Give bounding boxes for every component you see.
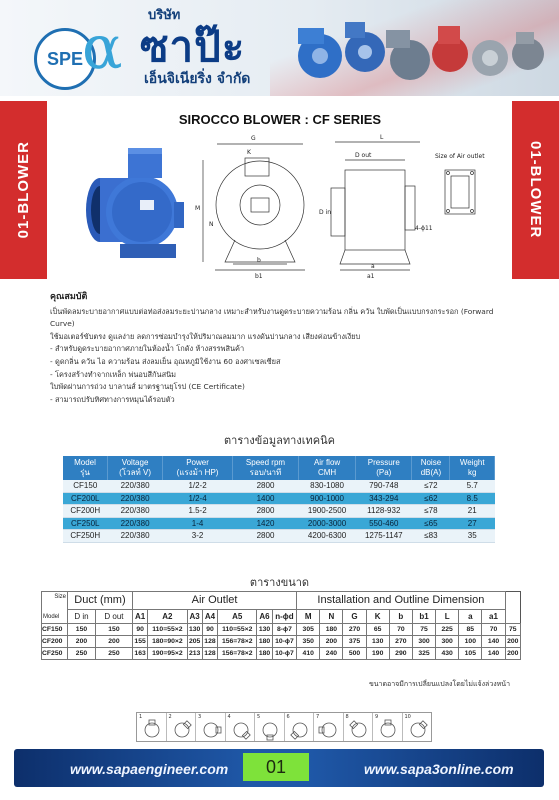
dim-cell: 270 (389, 636, 412, 648)
dim-col-header: b1 (412, 610, 435, 624)
spec-cell: 550-460 (356, 517, 412, 530)
orientation-number: 1 (139, 714, 143, 720)
features-heading: คุณสมบัติ (50, 292, 88, 302)
spec-cell: 27 (450, 517, 495, 530)
page-number: 01 (243, 753, 309, 781)
dim-cell: 200 (505, 648, 520, 660)
spec-cell: 35 (450, 530, 495, 543)
spec-cell: 1/2-2 (163, 480, 233, 492)
dim-m-label: M (195, 205, 201, 212)
dim-col-header: K (366, 610, 389, 624)
product-title: SIROCCO BLOWER : CF SERIES (178, 112, 382, 127)
dim-cell: 156=78×2 (218, 648, 257, 660)
spec-cell: 343-294 (356, 492, 412, 505)
spec-cell: 2800 (233, 480, 299, 492)
orientation-cell (137, 713, 167, 741)
company-prefix: บริษัท (148, 8, 181, 23)
orientation-number: 3 (198, 714, 202, 720)
feature-line: ใช้มอเตอร์ขับตรง ดูแลง่าย ลดการซ่อมบำรุงให้ปริมาณลมมาก แรงดันปานกลาง เสียงค่อนข้างเงียบ (50, 331, 361, 341)
spec-cell: CF200H (63, 505, 108, 518)
header-blower-1-icon (298, 28, 342, 78)
spec-header-pressure: Pressure (Pa) (356, 456, 412, 480)
dim-col-header: N (320, 610, 343, 624)
orientation-cell (344, 713, 374, 741)
spec-cell: 2000-3000 (298, 517, 355, 530)
dim-col-header: M (297, 610, 320, 624)
dim-cell: 180 (257, 648, 272, 660)
orientation-number: 10 (404, 714, 411, 720)
spec-cell: ≤72 (412, 480, 450, 492)
dim-cell: 300 (412, 636, 435, 648)
side-label-left: 01-BLOWER (0, 101, 47, 279)
spec-cell: 220/380 (108, 480, 163, 492)
dim-cell: CF150 (42, 624, 68, 636)
orientation-icon (286, 716, 314, 742)
dim-cell: 10-ϕ7 (272, 648, 296, 660)
company-suffix: เอ็นจิเนียริ่ง จำกัด (144, 71, 251, 87)
dim-cell: 205 (187, 636, 202, 648)
orientation-icon (256, 716, 284, 742)
dim-cell: 105 (459, 648, 482, 660)
dim-cell: 163 (132, 648, 147, 660)
feature-line: - โครงสร้างทำจากเหล็ก พ่นอบสีกันสนิม (50, 369, 177, 379)
header-blower-4-icon (432, 26, 468, 72)
dim-cell: 200 (68, 636, 96, 648)
spec-table-title: ตารางข้อมูลทางเทคนิค (224, 434, 335, 447)
spec-cell: 220/380 (108, 505, 163, 518)
dim-cell: 150 (68, 624, 96, 636)
dim-g-label: G (251, 135, 256, 142)
dim-cell: 140 (482, 636, 505, 648)
dim-col-header: a1 (482, 610, 505, 624)
air-outlet-header: Air Outlet (132, 592, 296, 610)
dim-col-header: a (459, 610, 482, 624)
orientation-icon (374, 716, 402, 742)
dim-n-label: N (209, 221, 214, 228)
dim-cell: 350 (297, 636, 320, 648)
dim-cell: 130 (366, 636, 389, 648)
spec-cell: 220/380 (108, 530, 163, 543)
dim-cell: 130 (257, 624, 272, 636)
dim-cell: 180=90×2 (148, 636, 187, 648)
dim-col-header: D in (68, 610, 96, 624)
product-photo (80, 140, 190, 270)
spec-cell: ≤78 (412, 505, 450, 518)
dimension-note: ขนาดอาจมีการเปลี่ยนแปลงโดยไม่แจ้งล่วงหน้า (368, 680, 510, 688)
footer-url-right[interactable]: www.sapa3online.com (364, 761, 514, 777)
spec-row (63, 517, 495, 530)
dim-cell: 190 (366, 648, 389, 660)
side-label-right: 01-BLOWER (512, 101, 559, 279)
dim-a1-label: a1 (367, 273, 375, 280)
header-blower-5-icon (472, 40, 508, 76)
holes-label: 4-ϕ11 (415, 225, 433, 232)
size-model-corner: Size Model (42, 592, 68, 624)
spec-header-voltage: Voltage (โวลท์ V) (108, 456, 163, 480)
orientation-number: 9 (375, 714, 379, 720)
spec-cell: 4200-6300 (298, 530, 355, 543)
dimension-table (41, 591, 521, 660)
dim-col-header: D out (95, 610, 132, 624)
dim-din-label: D in (319, 209, 331, 216)
dim-cell: 180 (257, 636, 272, 648)
header-blower-2-icon (345, 22, 385, 72)
orientation-cell (373, 713, 403, 741)
spec-row (63, 480, 495, 492)
orientation-icon (404, 716, 432, 742)
dim-cell: 200 (505, 636, 520, 648)
dim-cell: 300 (436, 636, 459, 648)
orientation-cell (403, 713, 432, 741)
dim-cell: 290 (389, 648, 412, 660)
dim-table-title: ตารางขนาด (249, 576, 310, 589)
spec-cell: 830-1080 (298, 480, 355, 492)
dim-cell: 150 (95, 624, 132, 636)
spec-cell: 220/380 (108, 492, 163, 505)
dim-cell: 250 (95, 648, 132, 660)
orientation-cell (285, 713, 315, 741)
dim-cell: CF250 (42, 648, 68, 660)
spec-cell: 3-2 (163, 530, 233, 543)
spec-cell: 790-748 (356, 480, 412, 492)
dim-cell: 250 (68, 648, 96, 660)
dim-cell: 213 (187, 648, 202, 660)
spec-cell: 1128-932 (356, 505, 412, 518)
orientation-icon (315, 716, 343, 742)
header-banner (0, 0, 559, 96)
dim-col-header: A2 (148, 610, 187, 624)
spec-cell: 900-1000 (298, 492, 355, 505)
dim-cell: 70 (389, 624, 412, 636)
dim-cell: 200 (320, 636, 343, 648)
spec-row (63, 492, 495, 505)
dim-a-label: a (371, 263, 375, 270)
feature-line: - สามารถปรับทิศทางการหมุนได้รอบตัว (50, 394, 175, 404)
spec-header-airflow: Air flow CMH (298, 456, 355, 480)
dim-cell: 500 (343, 648, 366, 660)
feature-line: - ดูดกลิ่น ควัน ไอ ความร้อน ส่งลมเย็น อุณหภูมิใช้งาน 60 องศาเซลเซียส (50, 356, 281, 366)
spec-cell: 220/380 (108, 517, 163, 530)
dim-row (42, 648, 521, 660)
technical-drawing (195, 130, 495, 280)
dim-cell: 375 (343, 636, 366, 648)
dim-cell: 65 (366, 624, 389, 636)
company-name: ซาป๊ะ (140, 22, 246, 71)
dim-cell: 110=55×2 (148, 624, 187, 636)
spec-cell: ≤83 (412, 530, 450, 543)
dim-cell: 90 (132, 624, 147, 636)
spec-row (63, 505, 495, 518)
orientation-strip (136, 712, 432, 742)
spec-cell: 8.5 (450, 492, 495, 505)
dim-cell: 155 (132, 636, 147, 648)
spec-header-weight: Weight kg (450, 456, 495, 480)
dim-cell: 90 (202, 624, 217, 636)
feature-line: - สำหรับดูดระบายอากาศภายในห้องน้ำ โกดัง ห้างสรรพสินค้า (50, 344, 245, 354)
dim-col-header: G (343, 610, 366, 624)
feature-line: เป็นพัดลมระบายอากาศแบบต่อท่อส่งลมระยะปานกลาง เหมาะสำหรับงานดูดระบายความร้อน กลิ่น ควัน ใบพัดเป็นแบบกรงกระรอก (Forward Curve) (50, 306, 494, 329)
spec-cell: ≤62 (412, 492, 450, 505)
spec-header-speed: Speed rpm รอบ/นาที (233, 456, 299, 480)
orientation-icon (168, 716, 196, 742)
spec-cell: 2800 (233, 530, 299, 543)
dim-cell: 156=78×2 (218, 636, 257, 648)
dim-b1-label: b1 (255, 273, 263, 280)
spec-header-noise: Noise dB(A) (412, 456, 450, 480)
spec-cell: 1275-1147 (356, 530, 412, 543)
dim-col-header: A5 (218, 610, 257, 624)
dim-col-header: b (389, 610, 412, 624)
dim-cell: 10-ϕ7 (272, 636, 296, 648)
orientation-cell (226, 713, 256, 741)
orientation-icon (138, 716, 166, 742)
orientation-cell (196, 713, 226, 741)
spec-cell: 1-4 (163, 517, 233, 530)
orientation-number: 7 (316, 714, 320, 720)
dim-col-header: n-ϕd (272, 610, 296, 624)
features-section (50, 291, 520, 406)
spec-table (63, 456, 495, 543)
orientation-icon (197, 716, 225, 742)
footer-url-left[interactable]: www.sapaengineer.com (70, 761, 229, 777)
dim-l-label: L (380, 134, 384, 141)
dim-b-label: b (257, 257, 261, 264)
spec-cell: 1420 (233, 517, 299, 530)
duct-header: Duct (mm) (68, 592, 133, 610)
dim-row (42, 624, 521, 636)
spec-cell: 1/2-4 (163, 492, 233, 505)
orientation-cell (167, 713, 197, 741)
dim-cell: 75 (505, 624, 520, 636)
dim-col-header: A1 (132, 610, 147, 624)
spec-cell: 1.5-2 (163, 505, 233, 518)
spec-cell: 2800 (233, 505, 299, 518)
dim-col-header: L (436, 610, 459, 624)
orientation-number: 6 (286, 714, 290, 720)
dim-cell: 430 (436, 648, 459, 660)
company-logo: SPE (34, 28, 96, 90)
dim-cell: 240 (320, 648, 343, 660)
header-blower-6-icon (512, 32, 544, 70)
spec-cell: CF250H (63, 530, 108, 543)
dim-col-header: A6 (257, 610, 272, 624)
orientation-number: 4 (227, 714, 231, 720)
dim-cell: CF200 (42, 636, 68, 648)
dim-cell: 110=55×2 (218, 624, 257, 636)
dim-cell: 190=95×2 (148, 648, 187, 660)
dim-cell: 140 (482, 648, 505, 660)
dim-dout-label: D out (355, 152, 372, 159)
orientation-number: 5 (257, 714, 261, 720)
dim-k-label: K (247, 149, 251, 156)
dim-col-header: A3 (187, 610, 202, 624)
dim-cell: 100 (459, 636, 482, 648)
dim-cell: 410 (297, 648, 320, 660)
spec-cell: 1400 (233, 492, 299, 505)
dim-row (42, 636, 521, 648)
orientation-cell (255, 713, 285, 741)
feature-line: ใบพัดผ่านการถ่วง บาลานส์ มาตรฐานยุโรป (CE Certificate) (50, 382, 245, 392)
dim-cell: 270 (343, 624, 366, 636)
spec-cell: CF200L (63, 492, 108, 505)
spec-header-power: Power (แรงม้า HP) (163, 456, 233, 480)
dim-cell: 200 (95, 636, 132, 648)
spec-header-model: Model รุ่น (63, 456, 108, 480)
dim-cell: 325 (412, 648, 435, 660)
dim-col-header: A4 (202, 610, 217, 624)
spec-cell: ≤65 (412, 517, 450, 530)
install-header: Installation and Outline Dimension (297, 592, 505, 610)
outlet-caption: Size of Air outlet (435, 153, 485, 160)
dim-cell: 180 (320, 624, 343, 636)
orientation-icon (227, 716, 255, 742)
header-blower-images (290, 14, 550, 92)
dim-cell: 70 (482, 624, 505, 636)
dim-cell: 130 (187, 624, 202, 636)
dim-cell: 85 (459, 624, 482, 636)
dim-cell: 128 (202, 648, 217, 660)
dim-cell: 75 (412, 624, 435, 636)
orientation-icon (345, 716, 373, 742)
orientation-cell (314, 713, 344, 741)
logo-alpha-icon: α (82, 13, 123, 83)
dim-cell: 305 (297, 624, 320, 636)
header-blower-3-icon (386, 30, 430, 80)
spec-row (63, 530, 495, 543)
orientation-number: 2 (168, 714, 172, 720)
spec-cell: 5.7 (450, 480, 495, 492)
spec-cell: CF250L (63, 517, 108, 530)
orientation-number: 8 (345, 714, 349, 720)
spec-cell: 1900-2500 (298, 505, 355, 518)
spec-cell: CF150 (63, 480, 108, 492)
dim-cell: 128 (202, 636, 217, 648)
dim-cell: 225 (436, 624, 459, 636)
dim-cell: 8-ϕ7 (272, 624, 296, 636)
spec-cell: 21 (450, 505, 495, 518)
